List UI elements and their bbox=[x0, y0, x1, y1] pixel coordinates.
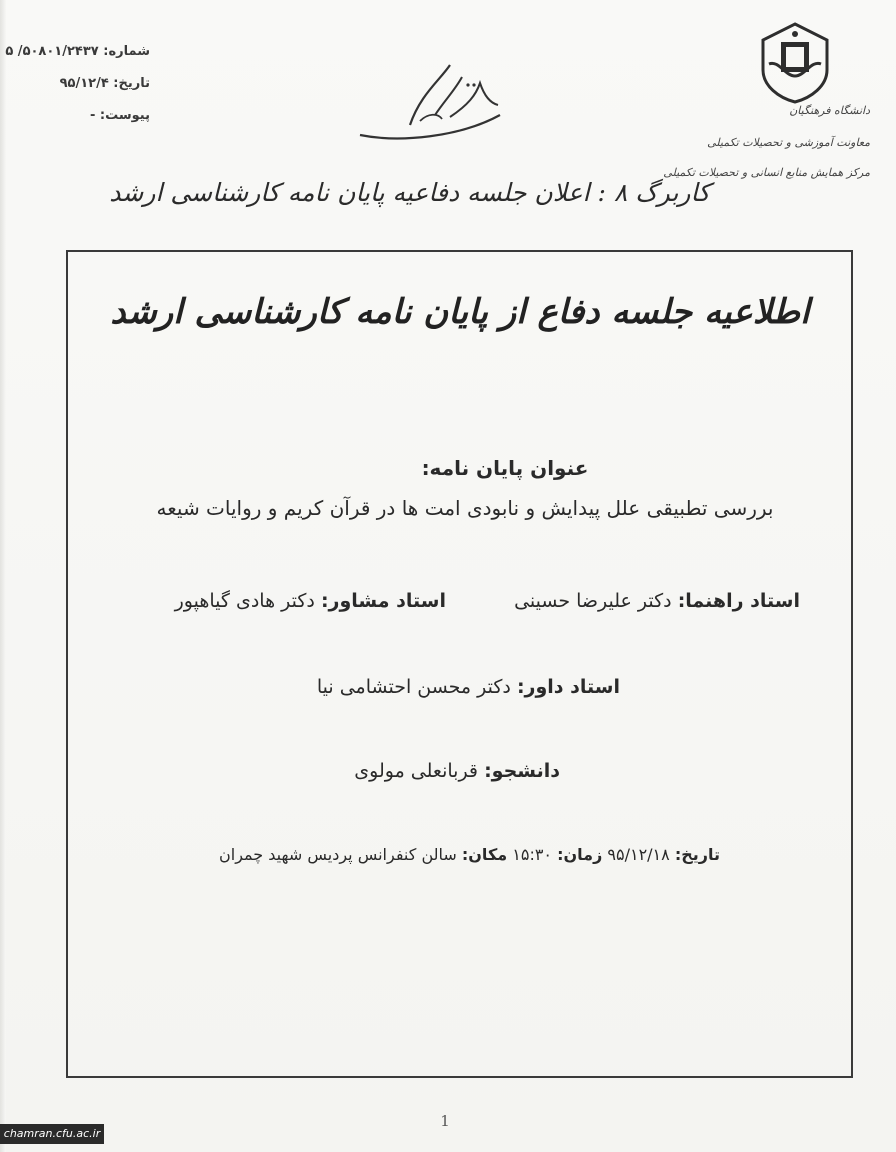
university-logo-block bbox=[663, 20, 880, 210]
student-label: دانشجو: bbox=[484, 760, 560, 782]
advisors-row bbox=[100, 590, 800, 612]
thesis-title: بررسی تطبیقی علل پیدایش و نابودی امت ها در قرآن کریم و روایات شیعه bbox=[156, 496, 774, 520]
session-date-label: تاریخ: bbox=[674, 845, 720, 864]
thesis-label: عنوان پایان نامه: bbox=[421, 456, 589, 480]
university-emblem-icon bbox=[755, 20, 835, 105]
student-row bbox=[100, 760, 560, 782]
bismillah-calligraphy bbox=[350, 55, 510, 150]
reference-block bbox=[0, 36, 150, 132]
session-date: ۹۵/۱۲/۱۸ bbox=[607, 845, 670, 864]
referee-row bbox=[100, 676, 620, 698]
session-time-label: زمان: bbox=[557, 845, 603, 864]
session-row bbox=[100, 845, 720, 864]
reference-number: شماره: ۵۰۸۰۱/۲۴۳۷/ ۵ bbox=[5, 44, 150, 59]
logo-deputy-line: معاونت آموزشی و تحصیلات تکمیلی bbox=[707, 136, 870, 149]
supervisor-name: دکتر علیرضا حسینی bbox=[514, 590, 672, 612]
advisor-label: استاد مشاور: bbox=[320, 590, 446, 612]
supervisor-label: استاد راهنما: bbox=[677, 590, 800, 612]
referee-name: دکتر محسن احتشامی نیا bbox=[316, 676, 511, 698]
logo-center-line: مرکز همایش منابع انسانی و تحصیلات تکمیلی bbox=[663, 166, 870, 179]
logo-university-name: دانشگاه فرهنگیان bbox=[789, 104, 870, 117]
session-place-label: مکان: bbox=[461, 845, 508, 864]
announcement-title: اطلاعیه جلسه دفاع از پایان نامه کارشناسی ارشد bbox=[110, 292, 810, 332]
page-number: 1 bbox=[440, 1112, 450, 1130]
form-title: کاربرگ ۸ : اعلان جلسه دفاعیه پایان نامه کارشناسی ارشد bbox=[109, 178, 710, 207]
reference-date: تاریخ: ۹۵/۱۲/۴ bbox=[59, 76, 150, 91]
session-place: سالن کنفرانس پردیس شهید چمران bbox=[219, 845, 457, 864]
session-time: ۱۵:۳۰ bbox=[512, 845, 553, 864]
scan-edge bbox=[0, 0, 6, 1152]
announcement-frame bbox=[66, 250, 853, 1078]
referee-label: استاد داور: bbox=[516, 676, 620, 698]
site-watermark: chamran.cfu.ac.ir bbox=[0, 1124, 104, 1144]
advisor-name: دکتر هادی گیاهپور bbox=[174, 590, 315, 612]
student-name: قربانعلی مولوی bbox=[354, 760, 479, 782]
reference-attachment: پیوست: - bbox=[89, 108, 150, 123]
